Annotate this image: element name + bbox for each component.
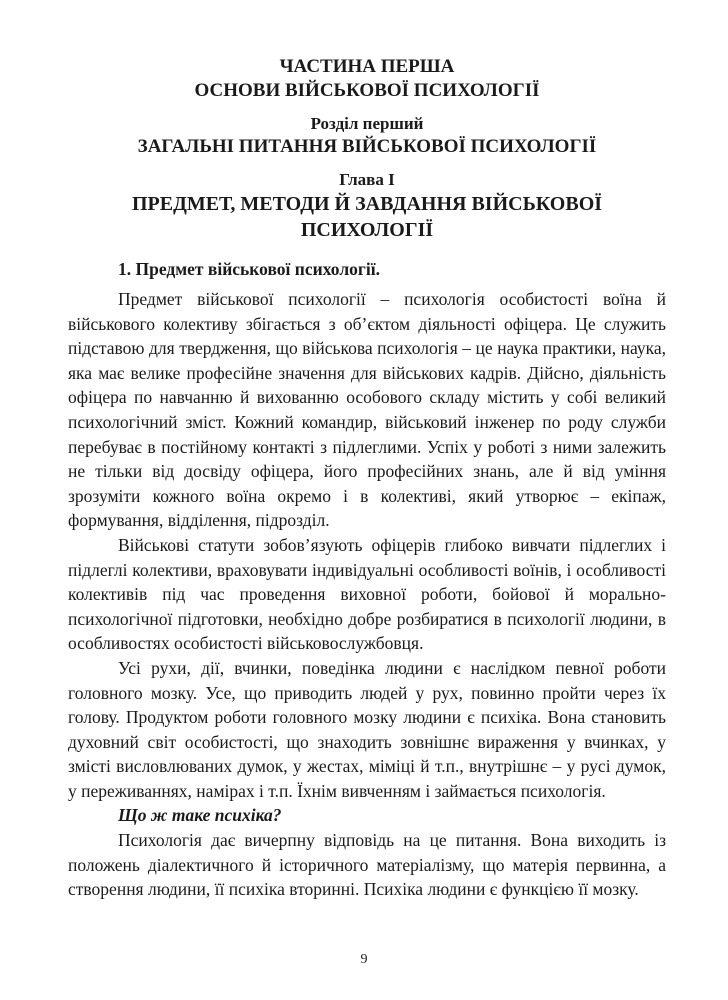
chapter-title: ПРЕДМЕТ, МЕТОДИ Й ЗАВДАННЯ ВІЙСЬКОВОЇ ПСИХОЛОГІЇ [131, 193, 603, 241]
question-heading: Що ж таке психіка? [118, 805, 282, 826]
part-title: ОСНОВИ ВІЙСЬКОВОЇ ПСИХОЛОГІЇ [194, 80, 540, 101]
body-paragraph: Психологія дає вичерпну відповідь на це питання. Вона виходить із положень діалектичного й історичного матеріалізму, що матерія первинна, а створення людини, її психіка вторинні. Психіка людини є функцією її мозку. [68, 830, 666, 900]
part-label: ЧАСТИНА ПЕРША [279, 56, 455, 77]
page-number: 9 [360, 952, 368, 967]
document-page [68, 55, 666, 902]
body-paragraph: Військові статути зобов’язують офіцерів глибоко вивчати підлеглих і підлеглі колективи, враховувати індивідуальні особливості воїнів, і особливості колективів під час проведення виховної роботи, бойової й морально-психологічної підготовки, необхідно добре розбиратися в психології людини, в особливостях особистості військовослужбовця. [68, 534, 666, 654]
section-title: ЗАГАЛЬНІ ПИТАННЯ ВІЙСЬКОВОЇ ПСИХОЛОГІЇ [137, 136, 597, 157]
subsection-heading: 1. Предмет військової психології. [118, 259, 380, 279]
body-paragraph: Предмет військової психології – психологія особистості воїна й військового колективу збігається з об’єктом діяльності офіцера. Це служить підставою для твердження, що військова психологія – це наука практики, наука, яка має велике професійне значення для військових кадрів. Дійсно, діяльність офіцера по навчанню й вихованню особового складу містить у собі великий психологічний зміст. Кожний командир, військовий інженер по роду служби перебуває в постійному контакті з підлеглими. Успіх у роботі з ними залежить не тільки від досвіду офіцера, його професійних знань, але й від уміння зрозуміти кожного воїна окремо і в колективі, який утворює – екіпаж, формування, відділення, підрозділ. [68, 289, 666, 531]
section-label: Розділ перший [310, 114, 424, 133]
body-paragraph: Усі рухи, дії, вчинки, поведінка людини є наслідком певної роботи головного мозку. Усе, що приводить людей у рух, повинно пройти через їх голову. Продуктом роботи головного мозку людини є психіка. Вона становить духовний світ особистості, що знаходить зовнішнє вираження у вчинках, у змісті висловлюваних думок, у жестах, міміці й т.п., внутрішнє – у русі думок, у переживаннях, намірах і т.п. Їхнім вивченням і займається психологія. [68, 657, 666, 801]
chapter-label: Глава I [339, 170, 395, 189]
